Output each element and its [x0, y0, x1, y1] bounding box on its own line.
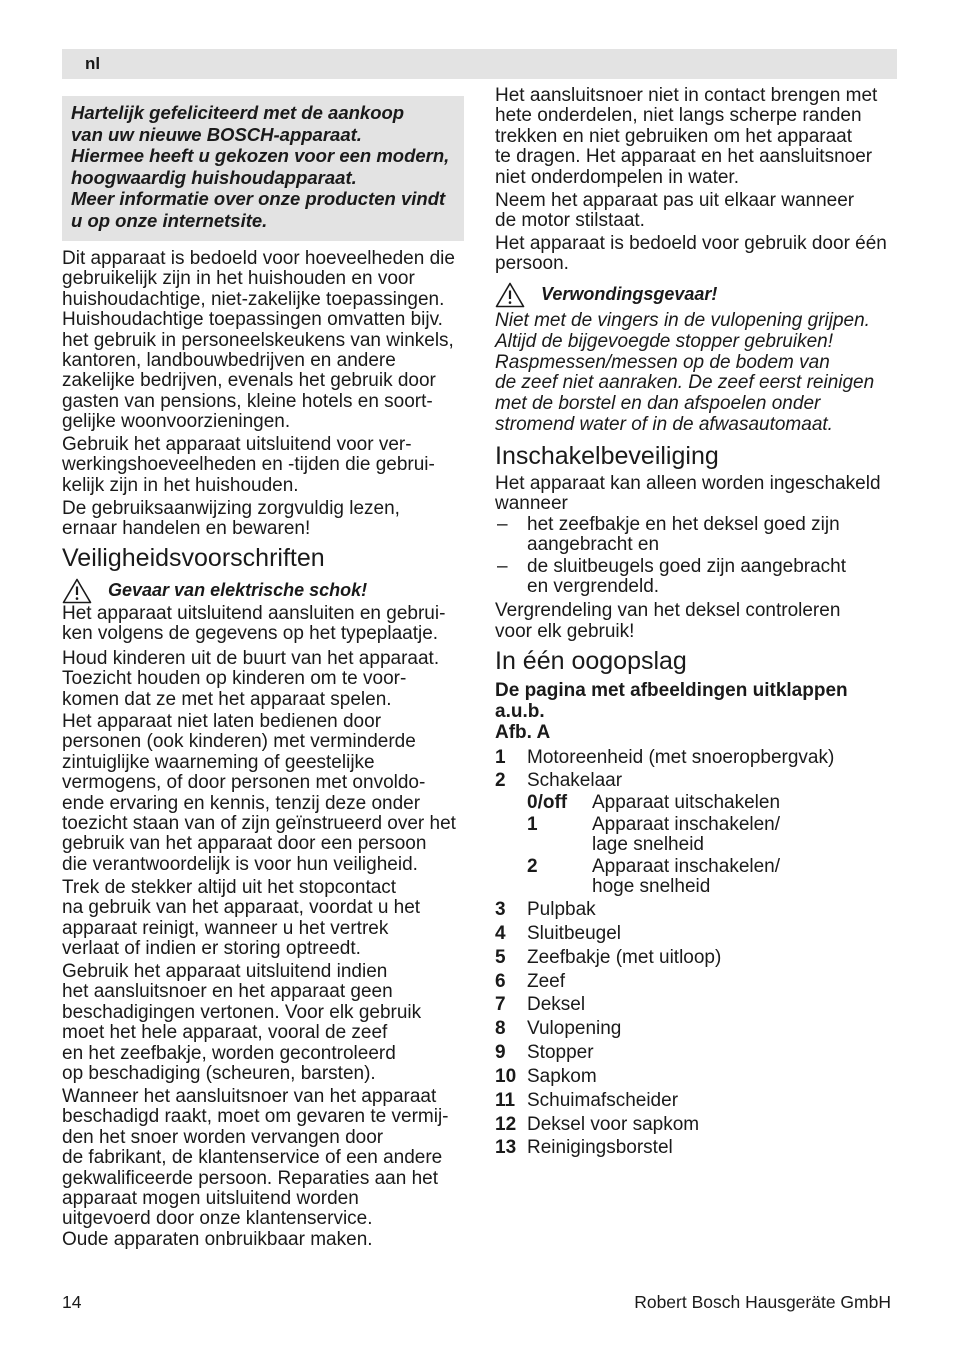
condition-item — [495, 515, 897, 556]
switch-position-key: 1 — [527, 814, 538, 835]
text-line: zakelijke bedrijven, evenals het gebruik door — [62, 370, 436, 392]
part-item — [495, 995, 897, 1015]
warning-triangle-icon — [62, 578, 92, 604]
text-line: Apparaat uitschakelen — [592, 792, 781, 813]
text-line: Apparaat inschakelen/ — [592, 814, 781, 835]
safety-heading: Veiligheidsvoorschriften — [62, 544, 325, 572]
text-line: vermogens, of door personen met onvoldo- — [62, 772, 426, 794]
part-number: 13 — [495, 1137, 517, 1158]
text-line: Het apparaat kan alleen worden ingeschakeld — [495, 473, 881, 494]
switch-protection-heading: Inschakelbeveiliging — [495, 442, 719, 470]
text-line: wanneer — [495, 493, 568, 515]
text-line: hete onderdelen, niet langs scherpe randen — [495, 105, 862, 127]
text-line: gelijke woonvoorzieningen. — [62, 411, 291, 433]
part-item — [495, 1043, 897, 1063]
part-item — [495, 900, 897, 920]
text-line: gekwalificeerde persoon. Reparaties aan het — [62, 1167, 439, 1189]
part-item — [495, 748, 897, 768]
part-label: Zeef — [527, 971, 566, 992]
switch-position — [527, 857, 897, 898]
part-number: 2 — [495, 770, 506, 791]
part-item — [495, 771, 897, 791]
intended-use-paragraph — [62, 435, 464, 496]
safety-paragraph — [495, 86, 897, 188]
text-line: te dragen. Het apparaat en het aansluitsnoer — [495, 146, 873, 168]
condition-item — [495, 557, 897, 598]
part-number: 6 — [495, 971, 506, 992]
part-item — [495, 1019, 897, 1039]
part-number: 4 — [495, 923, 506, 944]
text-line: gasten van pensions, kleine hotels en soort- — [62, 390, 433, 412]
text-line: uitgevoerd door onze klantenservice. — [62, 1208, 373, 1230]
intro-line: Meer informatie over onze producten vindt — [71, 188, 446, 210]
part-number: 10 — [495, 1066, 517, 1087]
text-line: stromend water of in de afwasautomaat. — [495, 413, 833, 435]
text-line: Afb. A — [495, 722, 551, 743]
text-line: werkingshoeveelheden en -tijden die gebrui- — [62, 454, 435, 476]
part-number: 12 — [495, 1114, 517, 1135]
text-line: Toezicht houden op kinderen om te voor- — [62, 668, 407, 690]
part-item — [495, 1115, 897, 1135]
company-name: Robert Bosch Hausgeräte GmbH — [634, 1292, 891, 1312]
text-line: gebruikelijk zijn in het huishouden en voor — [62, 268, 415, 290]
text-line: ende ervaring en kennis, tenzij deze onder — [62, 792, 421, 814]
intro-line: Hiermee heeft u gekozen voor een modern, — [71, 145, 450, 167]
safety-paragraph — [62, 604, 464, 645]
switch-position-text — [592, 857, 780, 898]
part-number: 7 — [495, 994, 506, 1015]
condition-text — [527, 557, 846, 598]
text-line: huishoudachtige, niet-zakelijke toepassingen. — [62, 288, 445, 310]
text-line: Het apparaat niet laten bedienen door — [62, 711, 382, 732]
safety-paragraph — [62, 878, 464, 960]
safety-paragraph — [495, 234, 897, 275]
text-line: De pagina met afbeeldingen uitklappen — [495, 680, 848, 701]
part-label: Schuimafscheider — [527, 1090, 679, 1111]
part-number: 1 — [495, 747, 506, 768]
text-line: de sluitbeugels goed zijn aangebracht — [527, 556, 847, 577]
part-item — [495, 1067, 897, 1087]
text-line: de fabrikant, de klantenservice of een andere — [62, 1147, 443, 1169]
text-line: De gebruiksaanwijzing zorgvuldig lezen, — [62, 498, 400, 519]
intro-line: Hartelijk gefeliciteerd met de aankoop — [71, 102, 405, 123]
intended-use-paragraph — [62, 499, 464, 540]
part-label: Vulopening — [527, 1018, 622, 1039]
injury-warning-text — [495, 311, 897, 436]
text-line: gebruik van het apparaat door een persoon — [62, 833, 427, 855]
part-label: Deksel voor sapkom — [527, 1114, 700, 1135]
text-line: Oude apparaten onbruikbaar maken. — [62, 1228, 373, 1250]
part-label: Schakelaar — [527, 770, 623, 791]
part-label: Pulpbak — [527, 899, 596, 920]
switch-position — [527, 793, 897, 813]
text-line: niet onderdompelen in water. — [495, 166, 739, 188]
part-item — [495, 924, 897, 944]
text-line: en het zeefbakje, worden gecontroleerd — [62, 1042, 396, 1064]
text-line: Raspmessen/messen op de bodem van — [495, 351, 830, 373]
switch-position-key: 2 — [527, 856, 538, 877]
language-code: nl — [85, 54, 101, 73]
part-item — [495, 972, 897, 992]
text-line: het aansluitsnoer en het apparaat geen — [62, 981, 393, 1003]
warning-triangle-icon — [495, 282, 525, 308]
part-label: Zeefbakje (met uitloop) — [527, 947, 722, 968]
text-line: Huishoudachtige toepassingen omvatten bijv. — [62, 309, 443, 331]
page-number: 14 — [62, 1292, 82, 1312]
text-line: Trek de stekker altijd uit het stopcontact — [62, 877, 397, 898]
part-item — [495, 1091, 897, 1111]
condition-text — [527, 515, 840, 556]
text-line: beschadigd raakt, moet om gevaren te vermij- — [62, 1106, 449, 1128]
electric-shock-warning — [62, 577, 464, 603]
text-line: kelijk zijn in het huishouden. — [62, 474, 299, 496]
switch-position-key: 0/off — [527, 792, 568, 813]
text-line: Dit apparaat is bedoeld voor hoeveelheden die — [62, 248, 455, 269]
text-line: zintuiglijke waarneming of geestelijke — [62, 751, 375, 773]
text-line: die verantwoordelijk is voor hun veiligheid. — [62, 853, 418, 875]
part-number: 5 — [495, 947, 506, 968]
text-line: moet het hele apparaat, vooral de zeef — [62, 1022, 388, 1044]
safety-paragraph — [62, 712, 464, 875]
part-number: 9 — [495, 1042, 506, 1063]
figure-label — [495, 723, 897, 743]
text-line: Altijd de bijgevoegde stopper gebruiken! — [495, 330, 834, 352]
text-line: op beschadiging (scheuren, barsten). — [62, 1063, 376, 1085]
part-label: Deksel — [527, 994, 586, 1015]
text-line: het gebruik in personeelskeukens van winkels, — [62, 329, 454, 351]
switch-position — [527, 815, 897, 856]
part-label: Reinigingsborstel — [527, 1137, 673, 1158]
text-line: kantoren, landbouwbedrijven en andere — [62, 350, 396, 372]
text-line: hoge snelheid — [592, 876, 711, 898]
text-line: Neem het apparaat pas uit elkaar wanneer — [495, 190, 855, 211]
overview-heading: In één oogopslag — [495, 647, 687, 675]
switch-protection-intro — [495, 474, 897, 515]
part-label: Sluitbeugel — [527, 923, 622, 944]
text-line: Het apparaat is bedoeld voor gebruik door één — [495, 233, 887, 254]
intro-box — [62, 96, 464, 241]
text-line: en vergrendeld. — [527, 576, 660, 598]
text-line: apparaat mogen uitsluitend worden — [62, 1188, 359, 1210]
dash-bullet: – — [497, 514, 508, 535]
text-line: a.u.b. — [495, 701, 545, 722]
text-line: lage snelheid — [592, 834, 704, 856]
text-line: Niet met de vingers in de vulopening grijpen. — [495, 310, 870, 331]
text-line: toezicht staan van of zijn geïnstrueerd over het — [62, 813, 456, 835]
part-number: 11 — [495, 1090, 516, 1111]
text-line: het zeefbakje en het deksel goed zijn — [527, 514, 840, 535]
safety-paragraph — [62, 649, 464, 710]
overview-instruction — [495, 680, 897, 722]
intro-line: u op onze internetsite. — [71, 209, 268, 231]
text-line: apparaat reinigt, wanneer u het vertrek — [62, 917, 389, 939]
part-label: Motoreenheid (met snoeropbergvak) — [527, 747, 835, 768]
language-bar — [62, 49, 897, 79]
warning-text: Verwondingsgevaar! — [541, 284, 718, 304]
text-line: met de borstel en dan afspoelen onder — [495, 393, 821, 415]
switch-protection-note — [495, 600, 897, 642]
intended-use-paragraph — [62, 249, 464, 433]
text-line: na gebruik van het apparaat, voordat u het — [62, 897, 421, 919]
text-line: Gebruik het apparaat uitsluitend voor ver- — [62, 434, 412, 455]
text-line: ken volgens de gegevens op het typeplaatje. — [62, 623, 439, 645]
intro-line: van uw nieuwe BOSCH-apparaat. — [71, 123, 362, 145]
text-line: de motor stilstaat. — [495, 210, 645, 232]
safety-paragraph — [62, 962, 464, 1084]
text-line: Vergrendeling van het deksel controleren — [495, 600, 841, 621]
injury-warning — [495, 281, 897, 307]
text-line: ernaar handelen en bewaren! — [62, 518, 311, 540]
text-line: beschadigingen vertonen. Voor elk gebruik — [62, 1001, 422, 1023]
dash-bullet: – — [497, 556, 508, 577]
text-line: komen dat ze met het apparaat spelen. — [62, 688, 392, 710]
part-label: Stopper — [527, 1042, 594, 1063]
part-label: Sapkom — [527, 1066, 597, 1087]
safety-paragraph — [62, 1087, 464, 1250]
text-line: de zeef niet aanraken. De zeef eerst reinigen — [495, 372, 875, 394]
part-number: 8 — [495, 1018, 506, 1039]
warning-text: Gevaar van elektrische schok! — [108, 580, 368, 600]
text-line: Apparaat inschakelen/ — [592, 856, 781, 877]
text-line: voor elk gebruik! — [495, 621, 635, 642]
switch-position-text — [592, 793, 780, 813]
part-item — [495, 1138, 897, 1158]
switch-position-text — [592, 815, 780, 856]
text-line: personen (ook kinderen) met verminderde — [62, 731, 416, 753]
part-number: 3 — [495, 899, 506, 920]
text-line: Houd kinderen uit de buurt van het apparaat. — [62, 648, 440, 669]
text-line: persoon. — [495, 253, 569, 275]
safety-paragraph — [495, 191, 897, 232]
text-line: aangebracht en — [527, 534, 660, 556]
text-line: trekken en niet gebruiken om het apparaat — [495, 125, 853, 147]
text-line: verlaat of indien er storing optreedt. — [62, 938, 361, 960]
intro-line: hoogwaardig huishoudapparaat. — [71, 166, 357, 188]
text-line: den het snoer worden vervangen door — [62, 1126, 384, 1148]
text-line: Het aansluitsnoer niet in contact brengen met — [495, 85, 878, 106]
part-item — [495, 948, 897, 968]
text-line: Het apparaat uitsluitend aansluiten en gebrui- — [62, 603, 446, 624]
text-line: Gebruik het apparaat uitsluitend indien — [62, 961, 388, 982]
text-line: Wanneer het aansluitsnoer van het apparaat — [62, 1086, 437, 1107]
